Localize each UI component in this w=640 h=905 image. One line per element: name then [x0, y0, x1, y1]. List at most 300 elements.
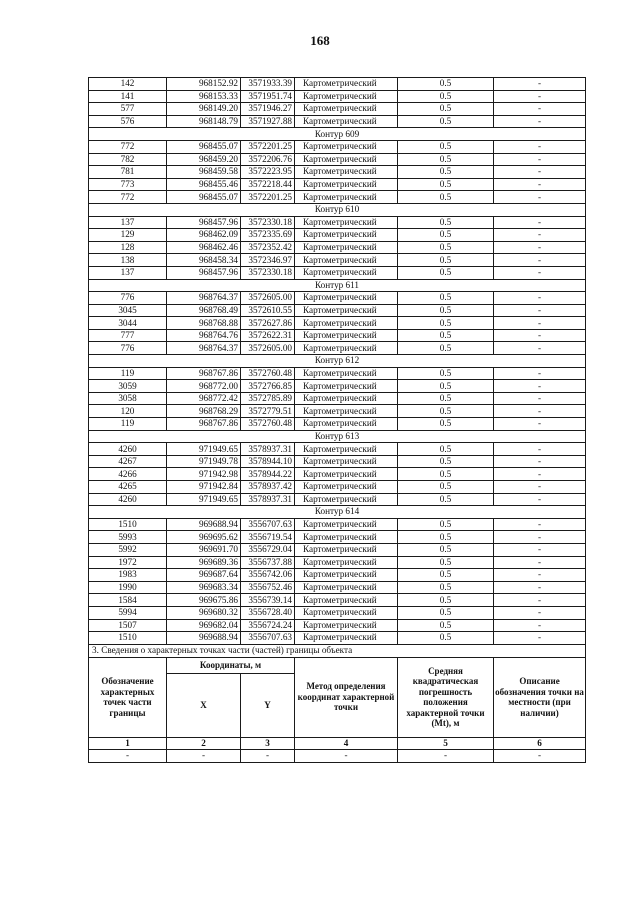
- coord-x: 968767.86: [167, 418, 241, 431]
- point-id: 3059: [89, 380, 167, 393]
- coord-y: 3572206.76: [241, 153, 295, 166]
- accuracy-cell: 0.5: [398, 606, 494, 619]
- point-id: 4265: [89, 481, 167, 494]
- table-row: [89, 380, 586, 393]
- coord-x: 968457.96: [167, 266, 241, 279]
- table-row: [89, 191, 586, 204]
- column-number: 1: [89, 737, 167, 750]
- accuracy-cell: 0.5: [398, 329, 494, 342]
- method-cell: Картометрический: [295, 405, 398, 418]
- method-cell: Картометрический: [295, 317, 398, 330]
- description-cell: -: [494, 606, 586, 619]
- point-id: 776: [89, 292, 167, 305]
- point-id: 776: [89, 342, 167, 355]
- table-row: [89, 304, 586, 317]
- method-cell: Картометрический: [295, 367, 398, 380]
- table-row: [89, 317, 586, 330]
- description-cell: -: [494, 191, 586, 204]
- table-row: [89, 493, 586, 506]
- method-cell: Картометрический: [295, 619, 398, 632]
- table-row: [89, 266, 586, 279]
- table-row: [89, 292, 586, 305]
- point-id: 576: [89, 115, 167, 128]
- accuracy-cell: 0.5: [398, 216, 494, 229]
- coord-x: 969683.34: [167, 581, 241, 594]
- description-cell: -: [494, 531, 586, 544]
- coord-x: 968772.42: [167, 392, 241, 405]
- point-id: 142: [89, 78, 167, 91]
- description-cell: -: [494, 304, 586, 317]
- table-row: [89, 342, 586, 355]
- method-cell: Картометрический: [295, 78, 398, 91]
- table-row: [89, 455, 586, 468]
- accuracy-cell: 0.5: [398, 241, 494, 254]
- table-row: [89, 632, 586, 645]
- accuracy-cell: 0.5: [398, 103, 494, 116]
- point-id: 119: [89, 418, 167, 431]
- point-id: 128: [89, 241, 167, 254]
- coord-y: 3578937.31: [241, 443, 295, 456]
- accuracy-cell: 0.5: [398, 191, 494, 204]
- point-id: 119: [89, 367, 167, 380]
- method-cell: Картометрический: [295, 543, 398, 556]
- coord-x: 969689.36: [167, 556, 241, 569]
- contour-label: Контур 612: [89, 355, 586, 368]
- method-cell: Картометрический: [295, 455, 398, 468]
- description-cell: -: [494, 418, 586, 431]
- column-number: 5: [398, 737, 494, 750]
- method-cell: Картометрический: [295, 153, 398, 166]
- coord-y: 3571946.27: [241, 103, 295, 116]
- table-row: [89, 329, 586, 342]
- accuracy-cell: 0.5: [398, 543, 494, 556]
- table-row: [89, 581, 586, 594]
- accuracy-cell: 0.5: [398, 556, 494, 569]
- coordinates-table: [88, 77, 586, 645]
- coord-y: 3556737.88: [241, 556, 295, 569]
- method-cell: Картометрический: [295, 178, 398, 191]
- point-id: 5992: [89, 543, 167, 556]
- coord-x: 969688.94: [167, 518, 241, 531]
- description-cell: -: [494, 632, 586, 645]
- table-row: [89, 103, 586, 116]
- coord-x: 968457.96: [167, 216, 241, 229]
- method-cell: Картометрический: [295, 481, 398, 494]
- description-cell: -: [494, 569, 586, 582]
- table-row: [89, 78, 586, 91]
- accuracy-cell: 0.5: [398, 518, 494, 531]
- coord-x: 968764.37: [167, 292, 241, 305]
- table-row: [89, 392, 586, 405]
- coord-x: 969691.70: [167, 543, 241, 556]
- point-id: 3058: [89, 392, 167, 405]
- coord-y: 3572610.55: [241, 304, 295, 317]
- point-id: 782: [89, 153, 167, 166]
- table-row: [89, 90, 586, 103]
- coord-y: 3556739.14: [241, 594, 295, 607]
- description-cell: -: [494, 229, 586, 242]
- method-cell: Картометрический: [295, 606, 398, 619]
- point-id: 1584: [89, 594, 167, 607]
- description-cell: -: [494, 594, 586, 607]
- coord-y: 3556707.63: [241, 518, 295, 531]
- point-id: 4267: [89, 455, 167, 468]
- table-row: [89, 619, 586, 632]
- coord-y: 3556742.06: [241, 569, 295, 582]
- description-cell: -: [494, 254, 586, 267]
- coord-x: 968455.07: [167, 191, 241, 204]
- method-cell: Картометрический: [295, 90, 398, 103]
- coord-y: 3556728.40: [241, 606, 295, 619]
- coord-y: 3572779.51: [241, 405, 295, 418]
- coord-y: 3572605.00: [241, 292, 295, 305]
- table-row: [89, 606, 586, 619]
- point-id: 4266: [89, 468, 167, 481]
- point-id: 1972: [89, 556, 167, 569]
- description-cell: -: [494, 78, 586, 91]
- table-row: [89, 556, 586, 569]
- method-cell: Картометрический: [295, 266, 398, 279]
- coord-y: 3572352.42: [241, 241, 295, 254]
- table-row: [89, 518, 586, 531]
- column-number: 6: [494, 737, 586, 750]
- contour-label: Контур 614: [89, 506, 586, 519]
- description-cell: -: [494, 543, 586, 556]
- coord-y: 3572335.69: [241, 229, 295, 242]
- header-accuracy: Средняя квадратическая погрешность положения характерной точки (Mt), м: [398, 657, 494, 737]
- coord-x: 971942.84: [167, 481, 241, 494]
- table-row: [89, 216, 586, 229]
- description-cell: -: [494, 443, 586, 456]
- description-cell: -: [494, 455, 586, 468]
- description-cell: -: [494, 216, 586, 229]
- header-y: Y: [241, 673, 295, 737]
- description-cell: -: [494, 178, 586, 191]
- description-cell: -: [494, 405, 586, 418]
- coord-y: 3572330.18: [241, 266, 295, 279]
- coord-y: 3572766.85: [241, 380, 295, 393]
- accuracy-cell: 0.5: [398, 115, 494, 128]
- contour-label: Контур 610: [89, 203, 586, 216]
- column-number: 2: [167, 737, 241, 750]
- coord-x: 968462.09: [167, 229, 241, 242]
- accuracy-cell: 0.5: [398, 405, 494, 418]
- empty-cell: -: [494, 750, 586, 763]
- method-cell: Картометрический: [295, 115, 398, 128]
- table-row: [89, 481, 586, 494]
- coord-y: 3572201.25: [241, 140, 295, 153]
- description-cell: -: [494, 241, 586, 254]
- contour-label: Контур 609: [89, 128, 586, 141]
- header-method: Метод определения координат характерной точки: [295, 657, 398, 737]
- accuracy-cell: 0.5: [398, 392, 494, 405]
- accuracy-cell: 0.5: [398, 178, 494, 191]
- description-cell: -: [494, 619, 586, 632]
- page-number: 168: [310, 33, 330, 48]
- table-row: [89, 166, 586, 179]
- point-id: 4260: [89, 443, 167, 456]
- coord-x: 969695.62: [167, 531, 241, 544]
- coord-x: 971942.98: [167, 468, 241, 481]
- method-cell: Картометрический: [295, 594, 398, 607]
- contour-row: [89, 355, 586, 368]
- point-id: 3044: [89, 317, 167, 330]
- coord-y: 3572201.25: [241, 191, 295, 204]
- description-cell: -: [494, 166, 586, 179]
- accuracy-cell: 0.5: [398, 581, 494, 594]
- method-cell: Картометрический: [295, 241, 398, 254]
- empty-cell: -: [167, 750, 241, 763]
- point-id: 773: [89, 178, 167, 191]
- contour-row: [89, 128, 586, 141]
- accuracy-cell: 0.5: [398, 481, 494, 494]
- accuracy-cell: 0.5: [398, 493, 494, 506]
- coord-x: 968768.49: [167, 304, 241, 317]
- coord-x: 969680.32: [167, 606, 241, 619]
- method-cell: Картометрический: [295, 329, 398, 342]
- table-row: [89, 241, 586, 254]
- coord-x: 968459.58: [167, 166, 241, 179]
- description-cell: -: [494, 329, 586, 342]
- method-cell: Картометрический: [295, 531, 398, 544]
- coord-x: 971949.65: [167, 443, 241, 456]
- point-id: 1990: [89, 581, 167, 594]
- method-cell: Картометрический: [295, 292, 398, 305]
- method-cell: Картометрический: [295, 216, 398, 229]
- point-id: 1983: [89, 569, 167, 582]
- accuracy-cell: 0.5: [398, 254, 494, 267]
- description-cell: -: [494, 140, 586, 153]
- coord-y: 3578944.10: [241, 455, 295, 468]
- coord-y: 3571933.39: [241, 78, 295, 91]
- method-cell: Картометрический: [295, 166, 398, 179]
- contour-label: Контур 611: [89, 279, 586, 292]
- table-row: [89, 405, 586, 418]
- contour-row: [89, 203, 586, 216]
- accuracy-cell: 0.5: [398, 229, 494, 242]
- point-id: 1507: [89, 619, 167, 632]
- description-cell: -: [494, 266, 586, 279]
- table-row: [89, 543, 586, 556]
- method-cell: Картометрический: [295, 229, 398, 242]
- empty-cell: -: [295, 750, 398, 763]
- point-id: 777: [89, 329, 167, 342]
- description-cell: -: [494, 556, 586, 569]
- point-id: 1510: [89, 632, 167, 645]
- accuracy-cell: 0.5: [398, 140, 494, 153]
- description-cell: -: [494, 392, 586, 405]
- point-id: 4260: [89, 493, 167, 506]
- coord-x: 968768.88: [167, 317, 241, 330]
- point-id: 120: [89, 405, 167, 418]
- method-cell: Картометрический: [295, 191, 398, 204]
- coord-y: 3571951.74: [241, 90, 295, 103]
- table-row: [89, 594, 586, 607]
- table-row: [89, 178, 586, 191]
- accuracy-cell: 0.5: [398, 569, 494, 582]
- empty-cell: -: [89, 750, 167, 763]
- description-cell: -: [494, 153, 586, 166]
- coord-y: 3572223.95: [241, 166, 295, 179]
- point-id: 577: [89, 103, 167, 116]
- accuracy-cell: 0.5: [398, 153, 494, 166]
- contour-row: [89, 506, 586, 519]
- table-row: [89, 254, 586, 267]
- contour-label: Контур 613: [89, 430, 586, 443]
- coord-x: 968459.20: [167, 153, 241, 166]
- description-cell: -: [494, 103, 586, 116]
- method-cell: Картометрический: [295, 140, 398, 153]
- point-id: 137: [89, 216, 167, 229]
- contour-row: [89, 279, 586, 292]
- method-cell: Картометрический: [295, 304, 398, 317]
- method-cell: Картометрический: [295, 632, 398, 645]
- accuracy-cell: 0.5: [398, 317, 494, 330]
- point-id: 129: [89, 229, 167, 242]
- coord-x: 968458.34: [167, 254, 241, 267]
- coord-y: 3572627.86: [241, 317, 295, 330]
- coord-y: 3556724.24: [241, 619, 295, 632]
- table-row: [89, 140, 586, 153]
- accuracy-cell: 0.5: [398, 367, 494, 380]
- coord-x: 968149.20: [167, 103, 241, 116]
- description-cell: -: [494, 380, 586, 393]
- header-coordinates: Координаты, м: [167, 657, 295, 673]
- point-id: 781: [89, 166, 167, 179]
- coord-y: 3572622.31: [241, 329, 295, 342]
- coord-y: 3556719.54: [241, 531, 295, 544]
- method-cell: Картометрический: [295, 468, 398, 481]
- column-number: 4: [295, 737, 398, 750]
- point-id: 138: [89, 254, 167, 267]
- point-id: 5993: [89, 531, 167, 544]
- method-cell: Картометрический: [295, 556, 398, 569]
- description-cell: -: [494, 317, 586, 330]
- method-cell: Картометрический: [295, 518, 398, 531]
- coord-y: 3572330.18: [241, 216, 295, 229]
- section3-table: [88, 644, 586, 763]
- coord-y: 3572605.00: [241, 342, 295, 355]
- accuracy-cell: 0.5: [398, 418, 494, 431]
- method-cell: Картометрический: [295, 392, 398, 405]
- description-cell: -: [494, 367, 586, 380]
- coord-y: 3572760.48: [241, 367, 295, 380]
- description-cell: -: [494, 468, 586, 481]
- table-row: [89, 153, 586, 166]
- accuracy-cell: 0.5: [398, 266, 494, 279]
- coord-x: 971949.78: [167, 455, 241, 468]
- table-row: [89, 569, 586, 582]
- coord-y: 3572218.44: [241, 178, 295, 191]
- coord-x: 968148.79: [167, 115, 241, 128]
- table-row: [89, 468, 586, 481]
- table-row: [89, 418, 586, 431]
- method-cell: Картометрический: [295, 103, 398, 116]
- header-x: X: [167, 673, 241, 737]
- coord-x: 968462.46: [167, 241, 241, 254]
- empty-cell: -: [398, 750, 494, 763]
- coord-x: 969675.86: [167, 594, 241, 607]
- table-row: [89, 443, 586, 456]
- table-row: [89, 367, 586, 380]
- method-cell: Картометрический: [295, 443, 398, 456]
- coord-y: 3578937.31: [241, 493, 295, 506]
- coord-x: 968764.76: [167, 329, 241, 342]
- accuracy-cell: 0.5: [398, 90, 494, 103]
- accuracy-cell: 0.5: [398, 531, 494, 544]
- coord-y: 3572346.97: [241, 254, 295, 267]
- method-cell: Картометрический: [295, 342, 398, 355]
- contour-row: [89, 430, 586, 443]
- description-cell: -: [494, 342, 586, 355]
- method-cell: Картометрический: [295, 581, 398, 594]
- coord-x: 968767.86: [167, 367, 241, 380]
- coord-y: 3572785.89: [241, 392, 295, 405]
- description-cell: -: [494, 292, 586, 305]
- accuracy-cell: 0.5: [398, 619, 494, 632]
- description-cell: -: [494, 493, 586, 506]
- point-id: 772: [89, 140, 167, 153]
- description-cell: -: [494, 518, 586, 531]
- coord-y: 3578937.42: [241, 481, 295, 494]
- method-cell: Картометрический: [295, 254, 398, 267]
- table-row: [89, 115, 586, 128]
- accuracy-cell: 0.5: [398, 292, 494, 305]
- description-cell: -: [494, 481, 586, 494]
- coord-x: 968772.00: [167, 380, 241, 393]
- coord-x: 968764.37: [167, 342, 241, 355]
- coord-x: 968455.07: [167, 140, 241, 153]
- method-cell: Картометрический: [295, 493, 398, 506]
- accuracy-cell: 0.5: [398, 304, 494, 317]
- description-cell: -: [494, 581, 586, 594]
- coord-y: 3556707.63: [241, 632, 295, 645]
- coord-y: 3556729.04: [241, 543, 295, 556]
- empty-cell: -: [241, 750, 295, 763]
- coord-x: 971949.65: [167, 493, 241, 506]
- coord-y: 3571927.88: [241, 115, 295, 128]
- point-id: 3045: [89, 304, 167, 317]
- coord-x: 969682.04: [167, 619, 241, 632]
- method-cell: Картометрический: [295, 569, 398, 582]
- description-cell: -: [494, 115, 586, 128]
- accuracy-cell: 0.5: [398, 166, 494, 179]
- header-description: Описание обозначения точки на местности (при наличии): [494, 657, 586, 737]
- point-id: 141: [89, 90, 167, 103]
- table-row: [89, 531, 586, 544]
- accuracy-cell: 0.5: [398, 632, 494, 645]
- point-id: 5994: [89, 606, 167, 619]
- coord-x: 968153.33: [167, 90, 241, 103]
- method-cell: Картометрический: [295, 418, 398, 431]
- description-cell: -: [494, 90, 586, 103]
- accuracy-cell: 0.5: [398, 468, 494, 481]
- coord-x: 968152.92: [167, 78, 241, 91]
- coord-x: 968768.29: [167, 405, 241, 418]
- accuracy-cell: 0.5: [398, 78, 494, 91]
- point-id: 137: [89, 266, 167, 279]
- method-cell: Картометрический: [295, 380, 398, 393]
- column-number: 3: [241, 737, 295, 750]
- accuracy-cell: 0.5: [398, 342, 494, 355]
- point-id: 772: [89, 191, 167, 204]
- header-designation: Обозначение характерных точек части границы: [89, 657, 167, 737]
- coord-x: 969688.94: [167, 632, 241, 645]
- point-id: 1510: [89, 518, 167, 531]
- coord-x: 969687.64: [167, 569, 241, 582]
- coord-y: 3556752.46: [241, 581, 295, 594]
- accuracy-cell: 0.5: [398, 380, 494, 393]
